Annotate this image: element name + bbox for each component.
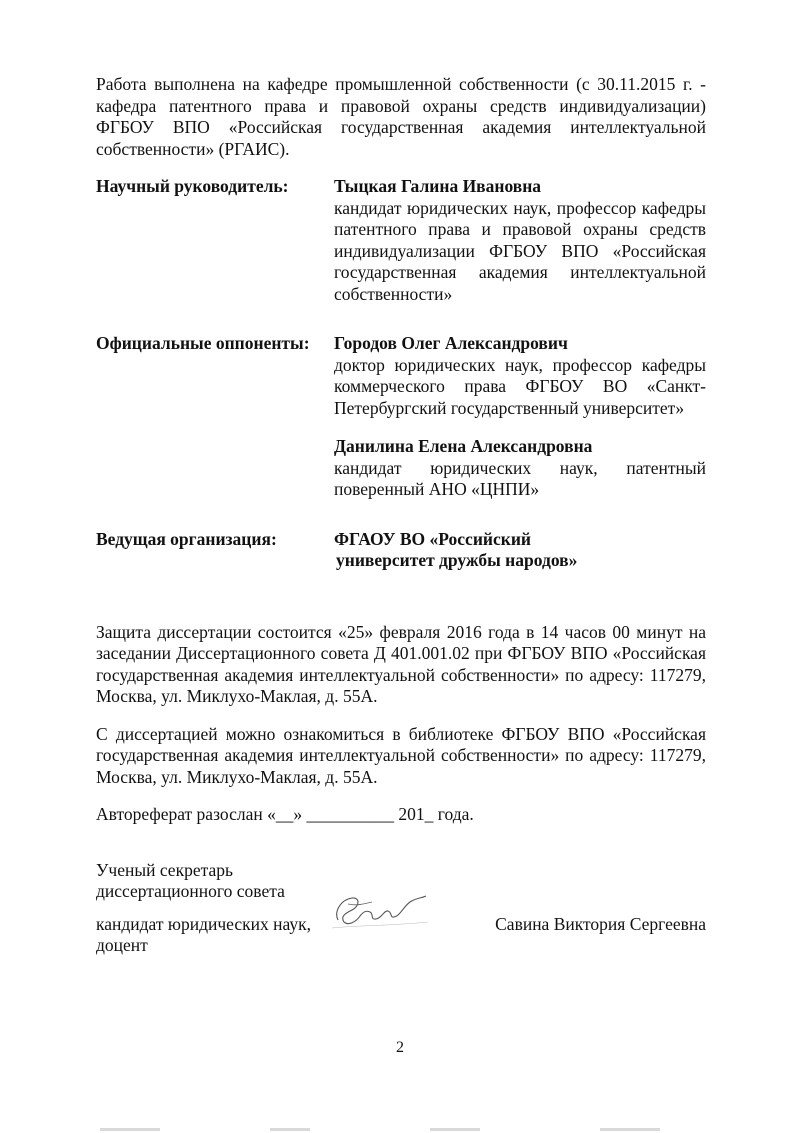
opponent-block-2 [334, 436, 706, 501]
supervisor-section [96, 176, 706, 305]
opponent-section [96, 333, 706, 419]
scan-artifact [600, 1128, 660, 1131]
secretary-credentials [96, 914, 311, 957]
defense-paragraph: Защита диссертации состоится «25» февраля 2016 года в 14 часов 00 минут на заседании Диссертационного совета Д 401.001.02 при ФГБОУ ВПО «Российская государственная академия интеллектуальной собственности» по адресу: 117279, Москва, ул. Миклухо-Маклая, д. 55А. [96, 621, 706, 706]
document-page [96, 74, 706, 955]
lead-org-line-2: университет дружбы народов» [336, 550, 578, 570]
page-number: 2 [396, 1039, 404, 1056]
secretary-degree: кандидат юридических наук, [96, 913, 311, 934]
supervisor-name: Тыцкая Галина Ивановна [334, 176, 542, 196]
secretary-name: Савина Виктория Сергеевна [495, 913, 706, 934]
supervisor-description: кандидат юридических наук, профессор кафедры патентного права и правовой охраны средств индивидуализации ФГБОУ ВПО «Российская государственная академия интеллектуальной собственности» [334, 197, 706, 304]
secretary-title-line-2: диссертационного совета [96, 881, 285, 901]
lead-organization-section [96, 529, 706, 572]
scan-artifact [100, 1128, 160, 1131]
secretary-block [96, 859, 706, 955]
lead-org-name [334, 529, 577, 572]
opponent-name: Городов Олег Александрович [334, 333, 568, 353]
library-paragraph: С диссертацией можно ознакомиться в библиотеке ФГБОУ ВПО «Российская государственная академия интеллектуальной собственности» по адресу: 117279, Москва, ул. Миклухо-Маклая, д. 55А. [96, 723, 706, 787]
opponent-block-1 [334, 333, 706, 419]
opponent-description: доктор юридических наук, профессор кафедры коммерческого права ФГБОУ ВО «Санкт-Петербургский государственный университет» [334, 354, 706, 418]
handwritten-signature [330, 892, 430, 932]
secretary-rank: доцент [96, 935, 148, 955]
lead-org-line-1: ФГАОУ ВО «Российский [334, 528, 532, 549]
opponent-description: кандидат юридических наук, патентный поверенный АНО «ЦНПИ» [334, 457, 706, 499]
scan-artifact [430, 1128, 480, 1131]
supervisor-role-label: Научный руководитель: [96, 176, 289, 196]
opponent-name: Данилина Елена Александровна [334, 436, 593, 456]
lead-org-role-label: Ведущая организация: [96, 528, 277, 549]
supervisor-block [334, 176, 706, 305]
scan-artifact [270, 1128, 310, 1131]
abstract-sent-line: Автореферат разослан «__» __________ 201_ года. [96, 804, 474, 824]
opponents-role-label: Официальные оппоненты: [96, 333, 310, 353]
secretary-title-line-1: Ученый секретарь [96, 859, 233, 880]
intro-paragraph: Работа выполнена на кафедре промышленной собственности (с 30.11.2015 г. - кафедра патентного права и правовой охраны средств индивидуализации) ФГБОУ ВПО «Российская государственная академия интеллектуальной собственности» (РГАИС). [96, 74, 706, 159]
